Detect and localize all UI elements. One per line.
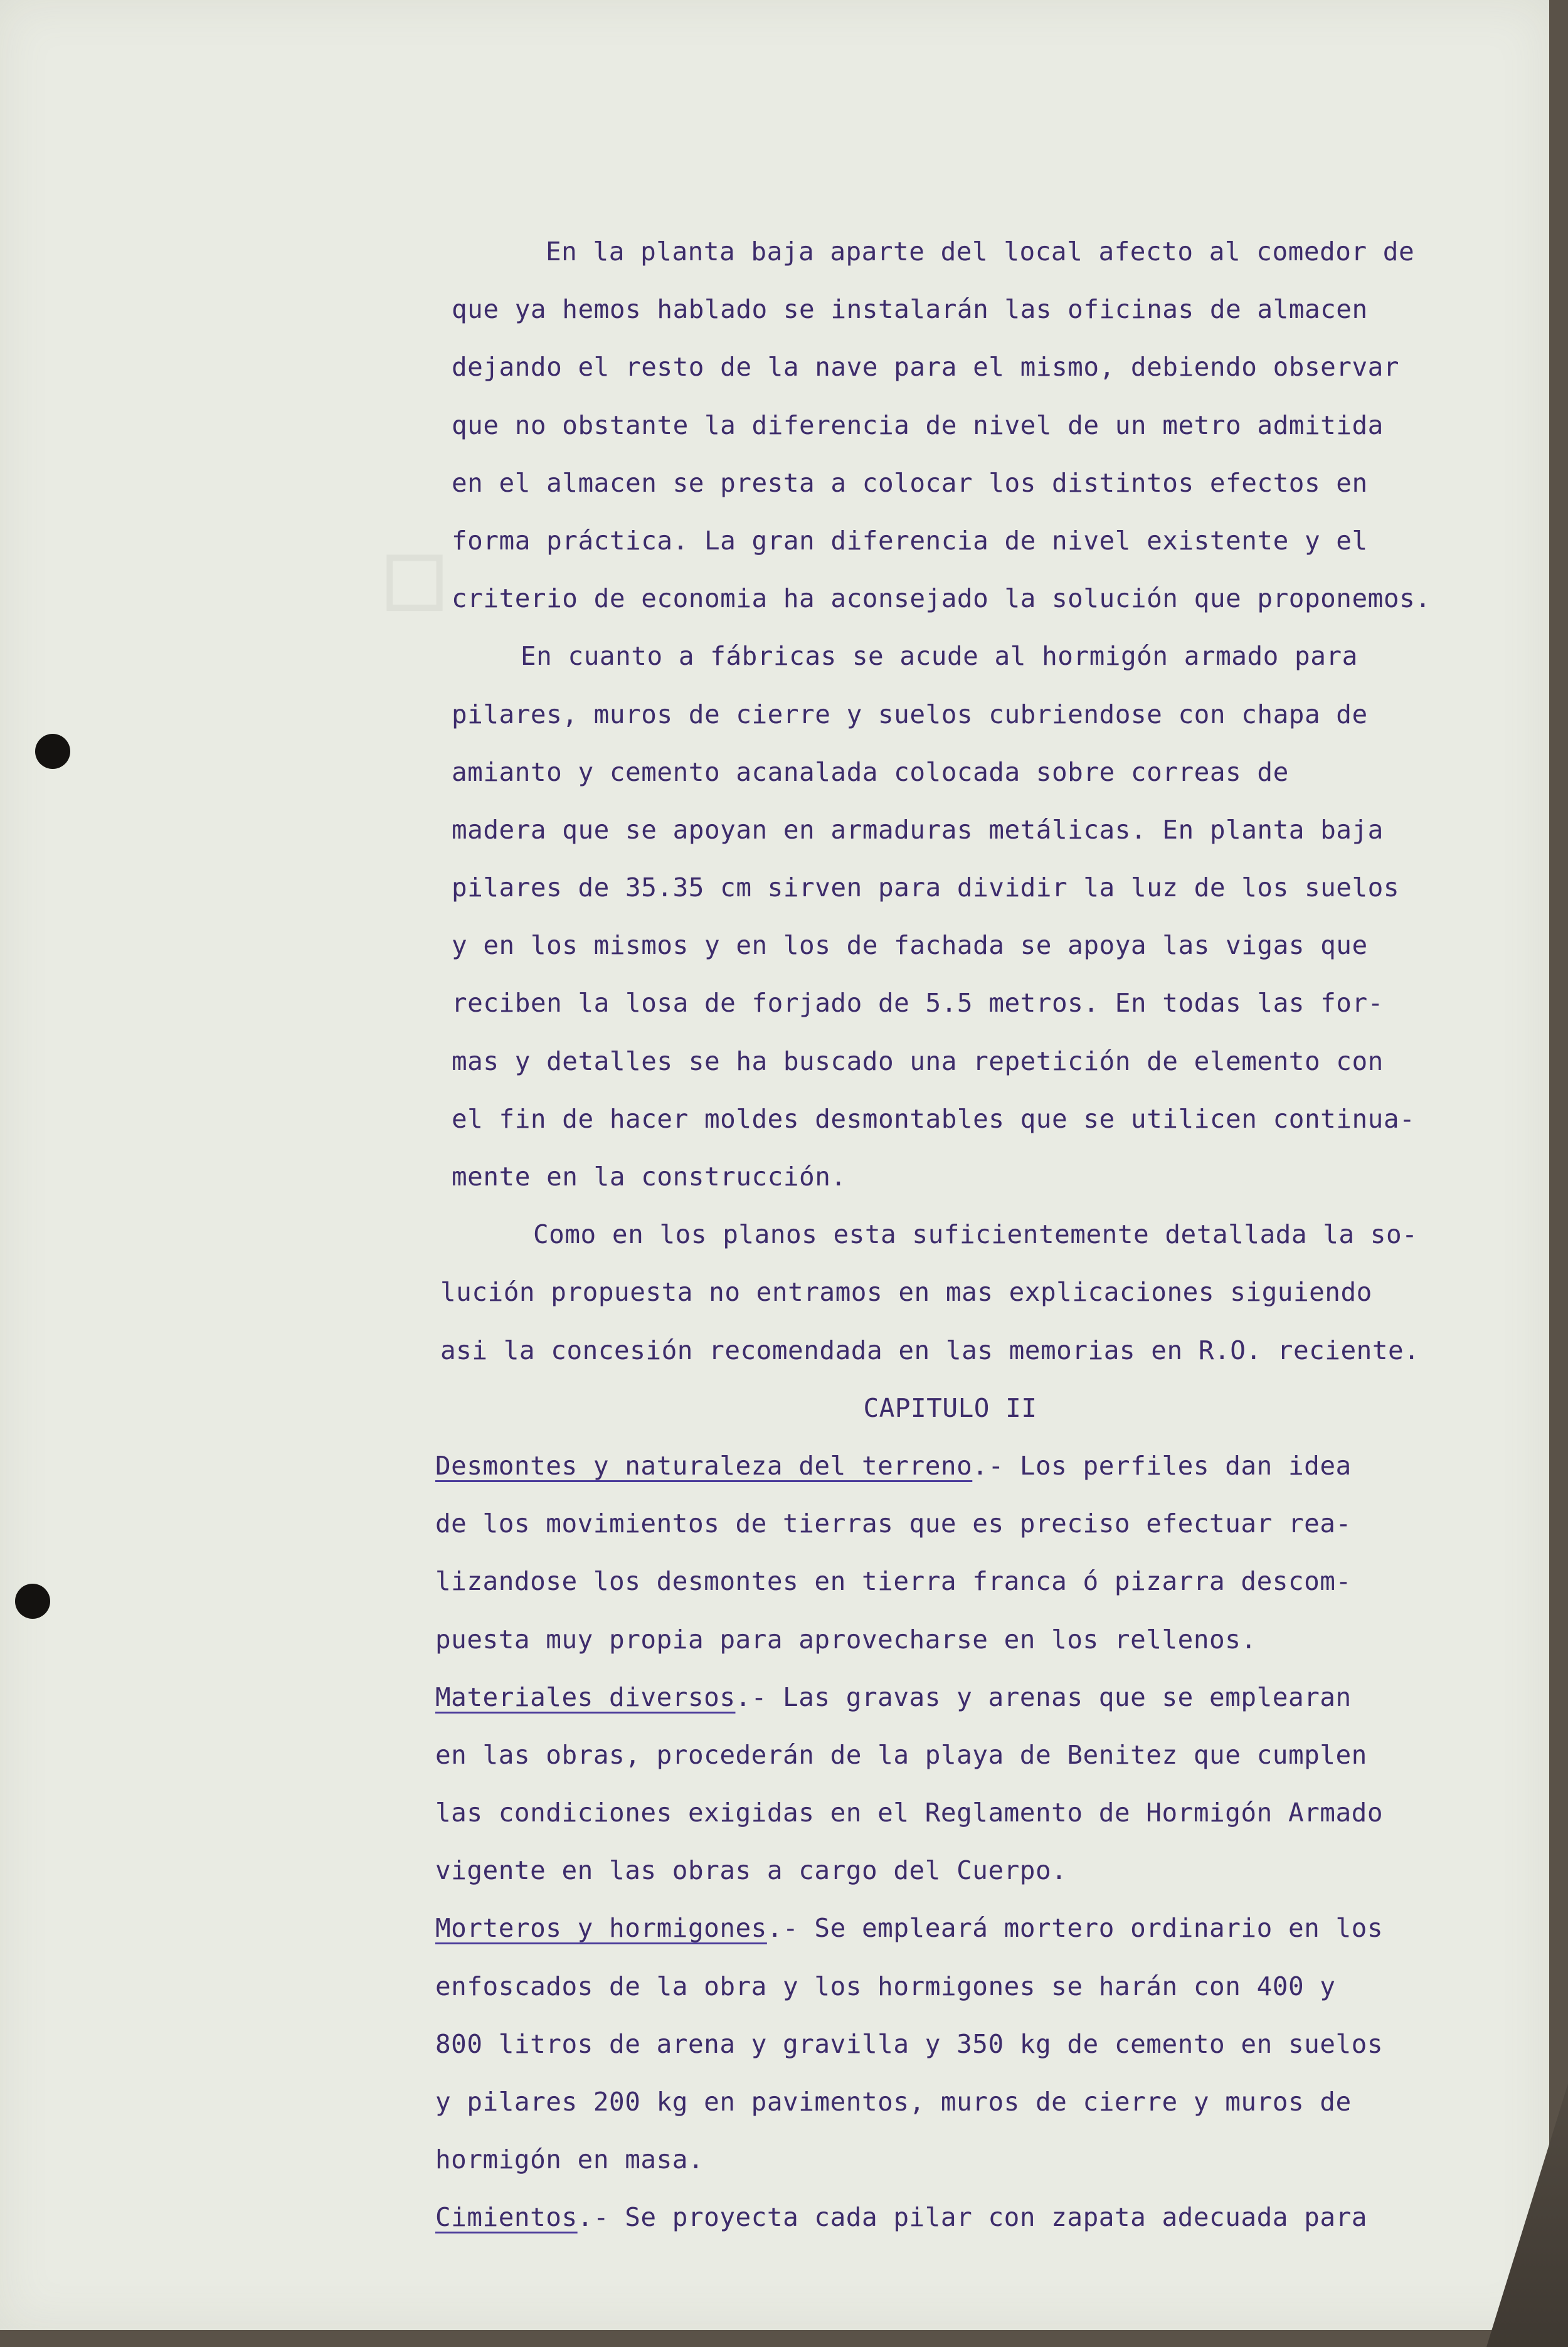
section-first-line (435, 1899, 1537, 1957)
text-line: forma práctica. La gran diferencia de nivel existente y el (452, 525, 1368, 556)
text-line: madera que se apoyan en armaduras metálicas. En planta baja (452, 814, 1384, 845)
text-line: mas y detalles se ha buscado una repetición de elemento con (452, 1046, 1384, 1076)
text-line: el fin de hacer moldes desmontables que se utilicen continua- (452, 1103, 1416, 1134)
text-line: En cuanto a fábricas se acude al hormigón armado para (521, 641, 1358, 672)
text-line: en el almacen se presta a colocar los distintos efectos en (452, 467, 1368, 498)
text-line: y en los mismos y en los de fachada se apoya las vigas que (452, 930, 1368, 961)
text-line: pilares de 35.35 cm sirven para dividir la luz de los suelos (452, 872, 1400, 903)
text-line: las condiciones exigidas en el Reglamento de Hormigón Armado (435, 1798, 1384, 1828)
text-line: hormigón en masa. (435, 2144, 704, 2175)
section-heading: Desmontes y naturaleza del terreno (435, 1450, 973, 1481)
text-line: enfoscados de la obra y los hormigones se harán con 400 y (435, 1971, 1336, 2001)
text-line: asi la concesión recomendada en las memorias en R.O. reciente. (440, 1335, 1420, 1365)
section-first-line-text: .- Se proyecta cada pilar con zapata adecuada para (577, 2202, 1367, 2233)
section-first-line-text: .- Se empleará mortero ordinario en los (766, 1913, 1384, 1944)
text-line: criterio de economia ha aconsejado la solución que proponemos. (452, 583, 1431, 614)
text-line: que no obstante la diferencia de nivel de un metro admitida (452, 410, 1384, 440)
text-line: En la planta baja aparte del local afecto al comedor de (546, 236, 1415, 267)
text-line: amianto y cemento acanalada colocada sobre correas de (452, 756, 1289, 787)
text-line: 800 litros de arena y gravilla y 350 kg de cemento en suelos (435, 2028, 1384, 2059)
punch-hole (15, 1584, 50, 1619)
section-first-line (435, 2188, 1537, 2246)
text-line: en las obras, procederán de la playa de Benitez que cumplen (435, 1739, 1367, 1770)
section-heading: Cimientos (435, 2202, 578, 2233)
text-line: lizandose los desmontes en tierra franca ó pizarra descom- (435, 1566, 1352, 1597)
section-heading: Materiales diversos (435, 1682, 736, 1712)
punch-hole (35, 734, 70, 769)
chapter-title: CAPITULO II (863, 1392, 1037, 1423)
text-line: Como en los planos esta suficientemente detallada la so- (533, 1219, 1418, 1250)
section-first-line-text: .- Los perfiles dan idea (972, 1450, 1352, 1481)
section-first-line-text: .- Las gravas y arenas que se emplearan (735, 1682, 1352, 1712)
text-line: pilares, muros de cierre y suelos cubriendose con chapa de (452, 699, 1368, 729)
section-first-line (435, 1668, 1537, 1726)
text-line: dejando el resto de la nave para el mismo, debiendo observar (452, 352, 1400, 383)
text-line: que ya hemos hablado se instalarán las oficinas de almacen (452, 294, 1368, 325)
section-heading: Morteros y hormigones (435, 1913, 767, 1944)
typed-text-body (435, 223, 1537, 2247)
text-line: reciben la losa de forjado de 5.5 metros. En todas las for- (452, 988, 1384, 1019)
text-line: vigente en las obras a cargo del Cuerpo. (435, 1855, 1067, 1886)
section-first-line (435, 1437, 1537, 1495)
text-line: puesta muy propia para aprovecharse en los rellenos. (435, 1624, 1257, 1655)
faint-watermark: ▫ (376, 508, 459, 639)
text-line: y pilares 200 kg en pavimentos, muros de cierre y muros de (435, 2087, 1352, 2117)
text-line: de los movimientos de tierras que es preciso efectuar rea- (435, 1508, 1352, 1539)
text-line: lución propuesta no entramos en mas explicaciones siguiendo (440, 1277, 1372, 1308)
text-line: mente en la construcción. (452, 1162, 847, 1192)
